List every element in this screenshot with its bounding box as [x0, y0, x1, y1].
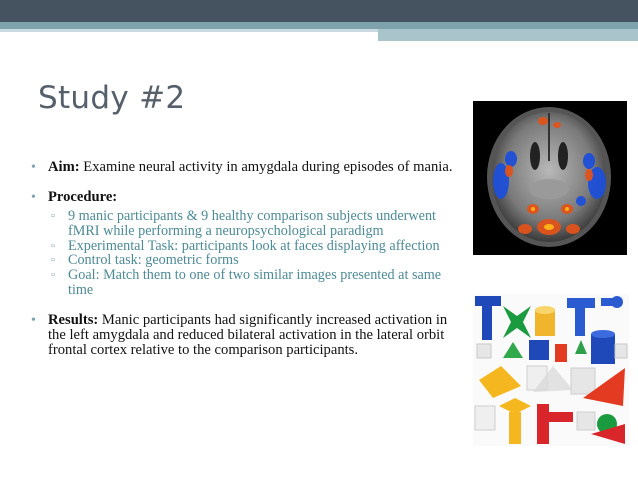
- header-bar: [0, 0, 638, 22]
- procedure-item: ▫ Control task: geometric forms: [51, 252, 239, 269]
- aim-text: Examine neural activity in amygdala during episodes of mania.: [79, 159, 453, 175]
- procedure-item: ▫ Goal: Match them to one of two similar images presented at same time: [51, 267, 442, 298]
- procedure-item: ▫ 9 manic participants & 9 healthy comparison subjects underwent fMRI while performing a neuropsychological paradigm: [51, 208, 436, 239]
- results-label: Results:: [48, 311, 99, 328]
- results-text: Manic participants had significantly increased activation in the left amygdala and reduced bilateral activation in the lateral orbit frontal cortex relative to the comparison participants.: [48, 311, 448, 358]
- header-stripe-light: [0, 29, 378, 32]
- square-bullet-icon: ▫: [51, 239, 55, 252]
- square-bullet-icon: ▫: [51, 210, 55, 222]
- slide-title: Study #2: [38, 80, 186, 116]
- bullet-dot-icon: •: [31, 160, 36, 175]
- results-bullet: [28, 313, 458, 358]
- square-bullet-icon: ▫: [51, 269, 55, 282]
- square-bullet-icon: ▫: [51, 254, 55, 267]
- procedure-label: Procedure:: [48, 189, 118, 205]
- bullet-dot-icon: •: [31, 190, 36, 205]
- bullet-dot-icon: •: [31, 312, 36, 328]
- brain-scan-image: [473, 101, 627, 255]
- slide-content: [28, 160, 458, 358]
- procedure-item: ▫ Experimental Task: participants look at faces displaying affection: [51, 237, 440, 254]
- header-stripe-accent: [378, 29, 638, 41]
- header-stripe: [0, 22, 638, 29]
- aim-label: Aim:: [48, 159, 80, 175]
- geometric-forms-image: [473, 294, 629, 446]
- procedure-list: [28, 209, 458, 298]
- procedure-bullet: [28, 190, 458, 205]
- aim-bullet: [28, 160, 458, 175]
